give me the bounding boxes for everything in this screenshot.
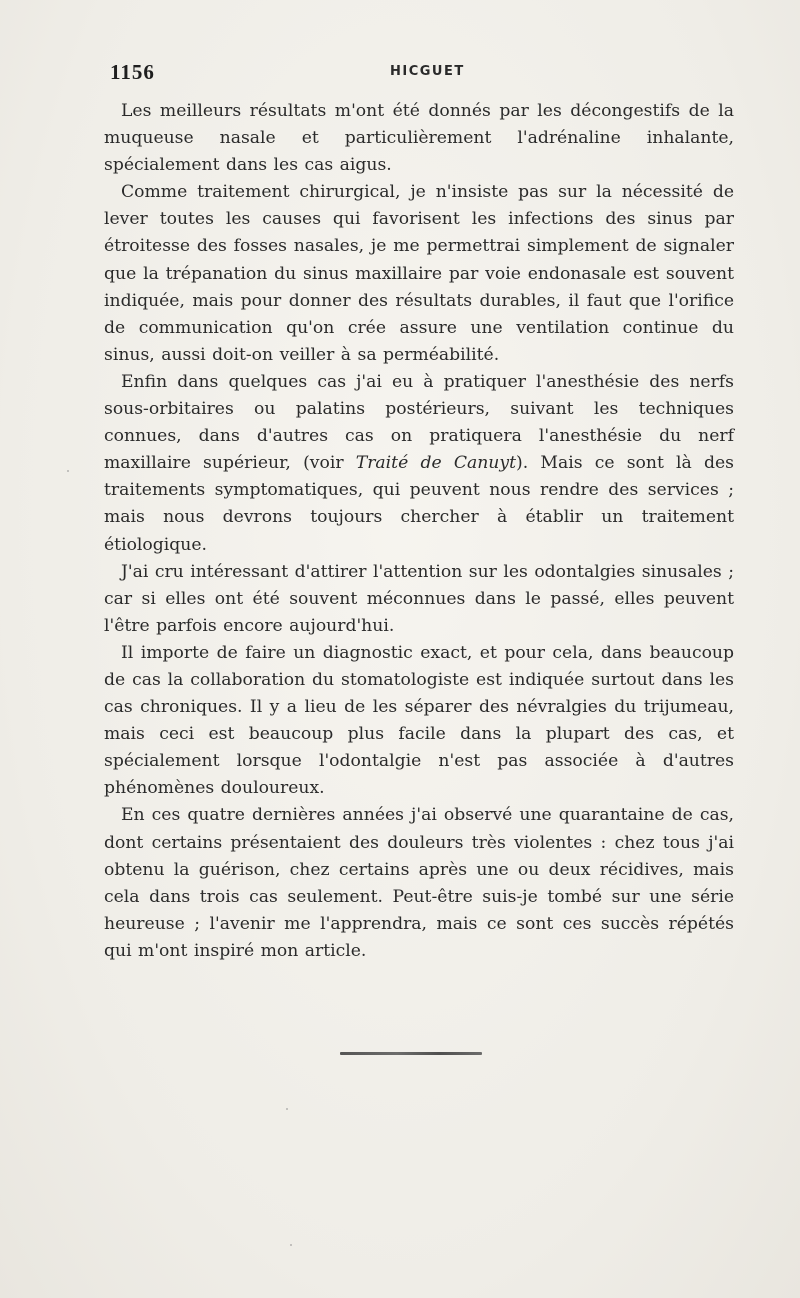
paragraph-traitement-chirurgical: Comme traitement chirurgical, je n'insiste pas sur la nécessité de lever toutes les causes qui favorisent les infections des sinus par étroitesse des fosses nasales, je me permettrai simplement de signaler que la trépanation du sinus maxillaire par voie endonasale est souvent indiquée, mais pour donner des résultats durables, il faut que l'orifice de communication qu'on crée assure une ventilation continue du sinus, aussi doit-on veiller à sa perméabilité.	[104, 182, 734, 365]
paragraph-decongestifs: Les meilleurs résultats m'ont été donnés par les décongestifs de la muqueuse nasale et particulièrement l'adrénaline inhalante, spécialement dans les cas aigus.	[104, 101, 734, 176]
citation-traite-de-canuyt: Traité de Canuyt	[355, 453, 516, 474]
paragraph-anesthesie	[104, 369, 734, 559]
paragraph-anesthesie-text-before: Enfin dans quelques cas j'ai eu à pratiquer l'anesthésie des nerfs sous-orbitaires ou palatins postérieurs, suivant les techniques connues, dans d'autres cas on pratiquera l'anesthésie du nerf maxillaire supérieur, (voir	[104, 371, 734, 474]
paragraph-observations: En ces quatre dernières années j'ai observé une quarantaine de cas, dont certains présentaient des douleurs très violentes : chez tous j'ai obtenu la guérison, chez certains après une ou deux récidives, mais cela dans trois cas seulement. Peut-être suis-je tombé sur une série heureuse ; l'avenir me l'apprendra, mais ce sont ces succès répétés qui m'ont inspiré mon article.	[104, 805, 734, 961]
paper-speck	[67, 470, 69, 472]
page-header	[110, 60, 730, 90]
paragraph-diagnostic: Il importe de faire un diagnostic exact, et pour cela, dans beaucoup de cas la collaboration du stomatologiste est indiquée surtout dans les cas chroniques. Il y a lieu de les séparer des névralgies du trijumeau, mais ceci est beaucoup plus facile dans la plupart des cas, et spécialement lorsque l'odontalgie n'est pas associée à d'autres phénomènes douloureux.	[104, 642, 734, 799]
running-head: HICGUET	[390, 64, 465, 79]
article-body	[104, 98, 734, 965]
paper-speck	[290, 1244, 292, 1246]
page-number: 1156	[110, 60, 155, 84]
end-of-article-rule	[340, 1052, 482, 1055]
paper-speck	[286, 1108, 288, 1110]
paragraph-anesthesie-text-after: ). Mais ce sont là des traitements symptomatiques, qui peuvent nous rendre des services ; mais nous devrons toujours chercher à établir un traitement étiologique.	[104, 453, 734, 555]
paragraph-odontalgies-sinusales: J'ai cru intéressant d'attirer l'attention sur les odontalgies sinusales ; car si elles ont été souvent méconnues dans le passé, elles peuvent l'être parfois encore aujourd'hui.	[104, 561, 734, 636]
